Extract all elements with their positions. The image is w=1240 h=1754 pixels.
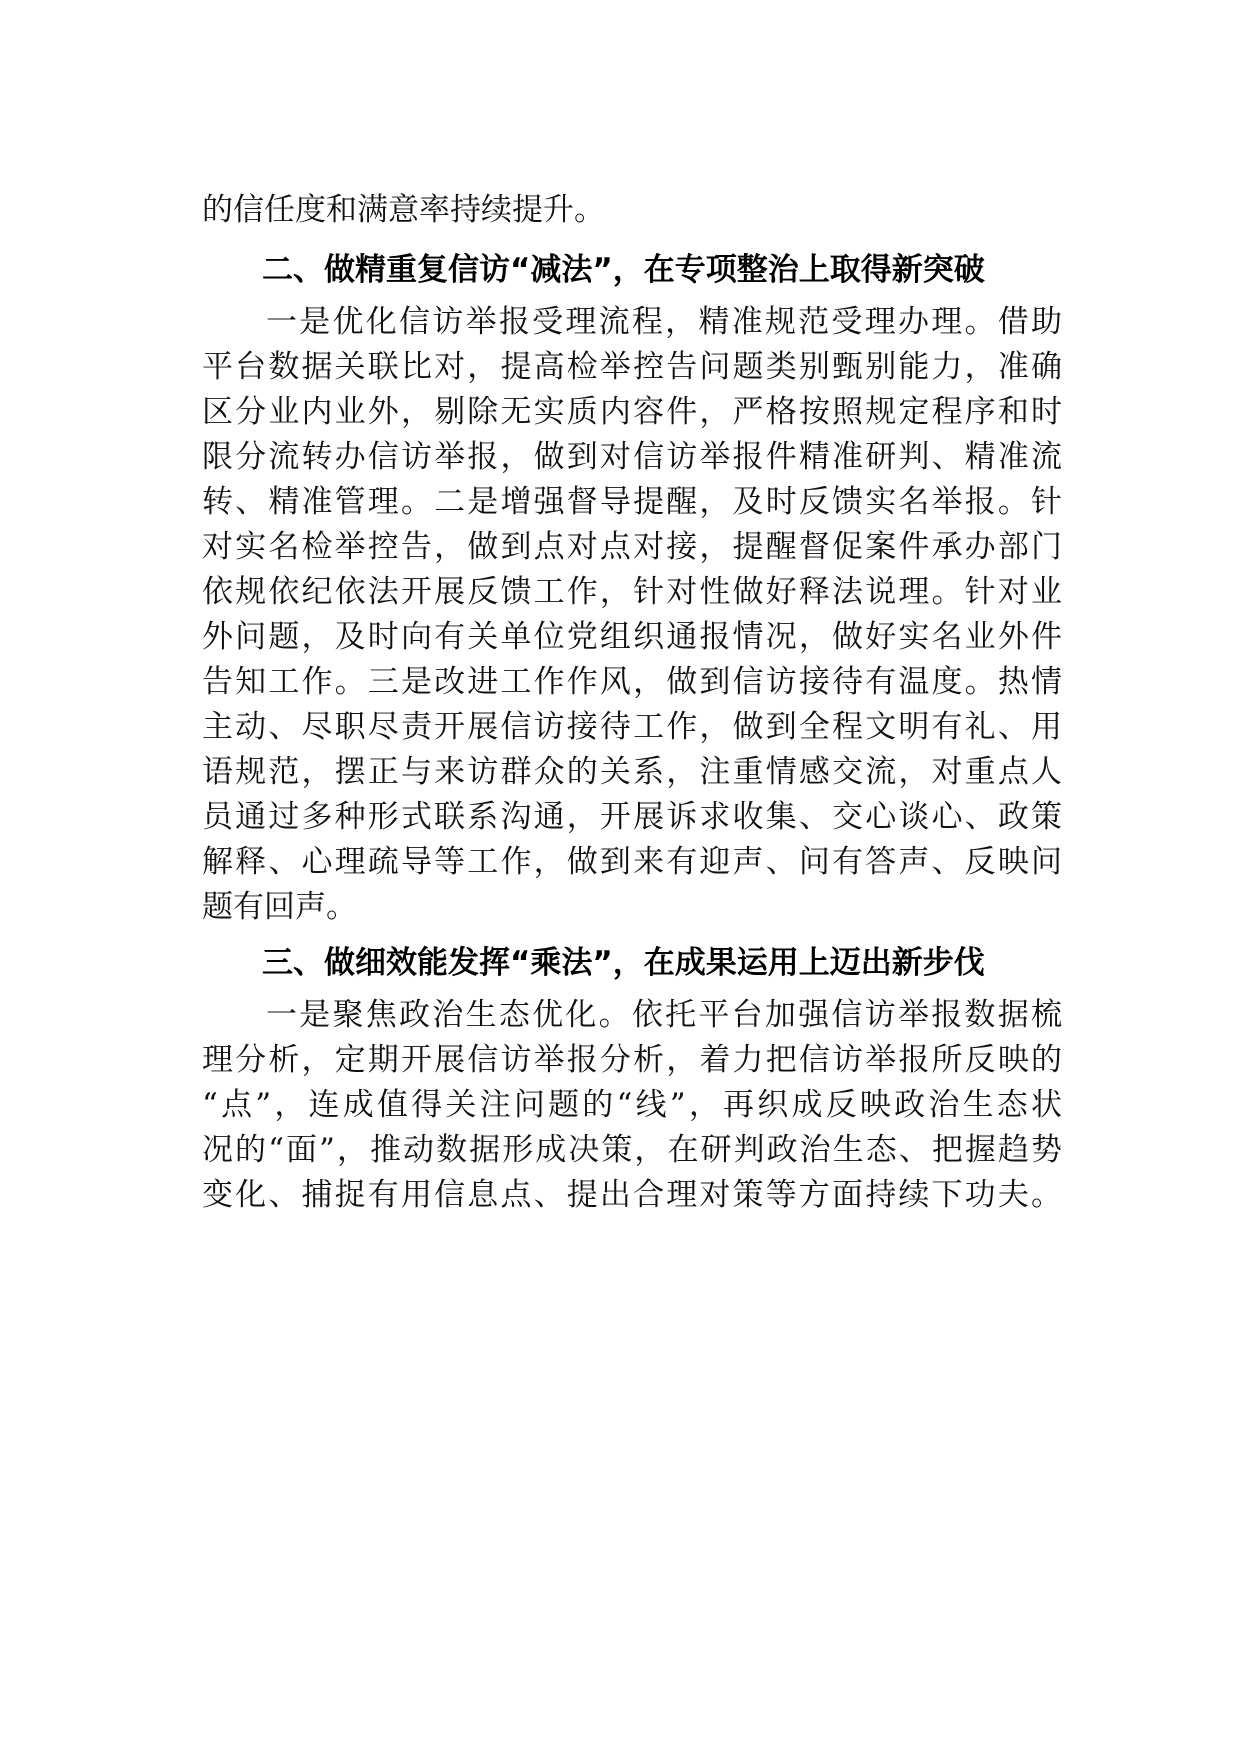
paragraph-line: 一是聚焦政治生态优化。依托平台加强信访举报数据梳 (266, 997, 1062, 1033)
paragraph-line: 员通过多种形式联系沟通，开展诉求收集、交心谈心、政策 (202, 799, 1062, 835)
paragraph-line: 区分业内业外，剔除无实质内容件，严格按照规定程序和时 (202, 394, 1062, 430)
paragraph-line: 对实名检举控告，做到点对点对接，提醒督促案件承办部门 (202, 529, 1062, 565)
paragraph-line: 的信任度和满意率持续提升。 (202, 192, 605, 228)
paragraph-line: 题有回声。 (202, 889, 357, 925)
paragraph-line: 限分流转办信访举报，做到对信访举报件精准研判、精准流 (202, 439, 1062, 475)
section-heading-3: 三、做细效能发挥“乘法”，在成果运用上迈出新步伐 (262, 945, 985, 981)
paragraph-line: 依规依纪依法开展反馈工作，针对性做好释法说理。针对业 (202, 574, 1062, 610)
paragraph-line: 况的“面”，推动数据形成决策，在研判政治生态、把握趋势 (202, 1132, 1062, 1168)
paragraph-line: 主动、尽职尽责开展信访接待工作，做到全程文明有礼、用 (202, 709, 1062, 745)
paragraph-line: 平台数据关联比对，提高检举控告问题类别甄别能力，准确 (202, 349, 1062, 385)
paragraph-line: 变化、捕捉有用信息点、提出合理对策等方面持续下功夫。 (202, 1177, 1062, 1213)
section-heading-2: 二、做精重复信访“减法”，在专项整治上取得新突破 (262, 252, 985, 288)
paragraph-line: 一是优化信访举报受理流程，精准规范受理办理。借助 (266, 304, 1062, 340)
paragraph-line: 解释、心理疏导等工作，做到来有迎声、问有答声、反映问 (202, 844, 1062, 880)
paragraph-line: 外问题，及时向有关单位党组织通报情况，做好实名业外件 (202, 619, 1062, 655)
paragraph-line: “点”，连成值得关注问题的“线”，再织成反映政治生态状 (202, 1087, 1062, 1123)
paragraph-line: 理分析，定期开展信访举报分析，着力把信访举报所反映的 (202, 1042, 1062, 1078)
paragraph-line: 告知工作。三是改进工作作风，做到信访接待有温度。热情 (202, 664, 1062, 700)
paragraph-line: 语规范，摆正与来访群众的关系，注重情感交流，对重点人 (202, 754, 1062, 790)
paragraph-line: 转、精准管理。二是增强督导提醒，及时反馈实名举报。针 (202, 484, 1062, 520)
